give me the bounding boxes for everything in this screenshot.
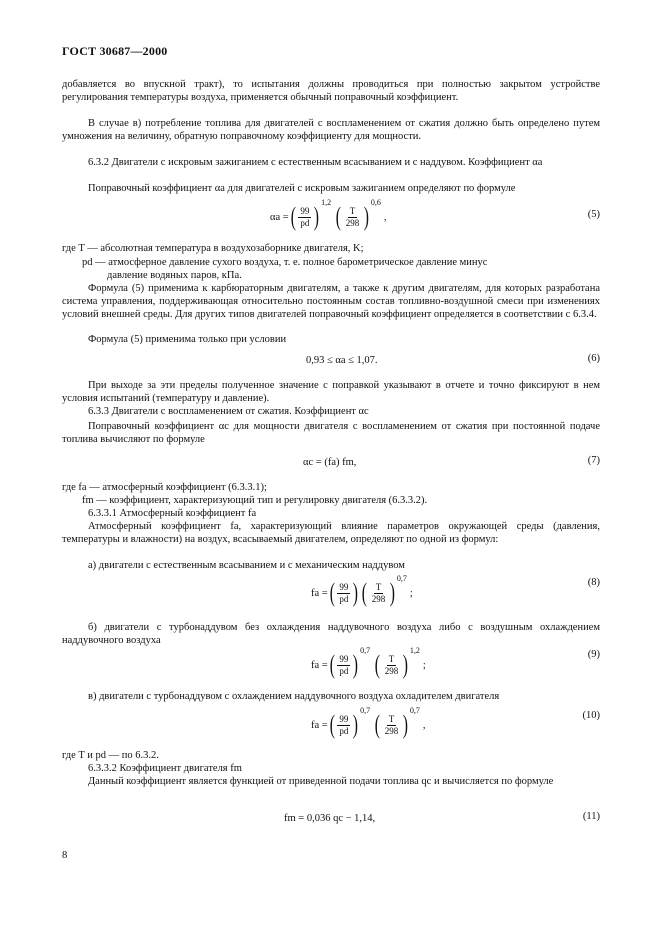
definition-pd: pd — атмосферное давление сухого воздуха, т. е. полное барометрическое давление минус: [82, 257, 488, 268]
formula-5-lhs: αa =: [270, 211, 289, 223]
item-a: а) двигатели с естественным всасыванием и с механическим наддувом: [88, 560, 405, 571]
formula-9-number: (9): [587, 649, 600, 660]
item-c: в) двигатели с турбонаддувом с охлаждением наддувочного воздуха охладителем двигателя: [88, 691, 500, 702]
definition-fa: где fa — атмосферный коэффициент (6.3.3.1);: [62, 482, 267, 493]
paragraph-formula-5-condition: Формула (5) применима только при условии: [88, 334, 287, 345]
formula-9-lhs: fa =: [311, 659, 328, 671]
document-code: ГОСТ 30687—2000: [62, 44, 168, 58]
paragraph-alpha-c-intro: Поправочный коэффициент αc для мощности двигателя с воспламенением от сжатия при постоянной подаче топлива вычисляют по формуле: [62, 421, 600, 445]
paragraph-intake-tract: добавляется во впускной тракт), то испытания должны проводиться при полностью закрытом устройстве регулирования температуры воздуха, применяется обычный поправочный коэффициент.: [62, 79, 600, 103]
formula-6-number: (6): [587, 353, 600, 364]
section-6-3-3-title: 6.3.3 Двигатели с воспламенением от сжатия. Коэффициент αc: [88, 406, 369, 417]
paragraph-formula-5-scope: Формула (5) применима к карбюраторным двигателям, а также к другим двигателям, для которых разработана система управления, поддерживающая относительно постоянным состав топливно-воздушной смеси при изменениях условий внешней среды. Для других типов двигателей поправочный коэффициент определяется в соответствии с 6.3.4.: [62, 283, 600, 320]
paragraph-alpha-a-intro: Поправочный коэффициент αa для двигателей с искровым зажиганием определяют по формуле: [88, 183, 516, 194]
formula-11: fm = 0,036 qc − 1,14, (11): [284, 811, 600, 824]
paragraph-case-c: В случае в) потребление топлива для двигателей с воспламенением от сжатия должно быть определено путем умножения на величину, обратную поправочному коэффициенту для мощности.: [62, 118, 600, 142]
formula-7-number: (7): [587, 455, 600, 466]
section-6-3-3-2-title: 6.3.3.2 Коэффициент двигателя fm: [88, 763, 242, 774]
definition-T-pd-ref: где T и pd — по 6.3.2.: [62, 750, 159, 761]
formula-5: αa = ( $\frac{99}{pd}$ ) 1,2 ( $\frac{T}{298}$ ) 0,6 , (5): [270, 198, 600, 231]
item-b: б) двигатели с турбонаддувом без охлаждения наддувочного воздуха либо с воздушным охлаждением наддувочного воздуха: [62, 622, 600, 646]
formula-5-number: (5): [587, 209, 600, 220]
formula-8-lhs: fa =: [311, 587, 328, 599]
formula-11-number: (11): [582, 811, 600, 822]
formula-7: αc = (fa) fm, (7): [303, 455, 600, 468]
formula-10: fa = ( $\frac{99}{pd}$ ) 0,7 ( $\frac{T}{298}$ ) 0,7 , (10): [311, 706, 600, 739]
definition-fm: fm — коэффициент, характеризующий тип и регулировку двигателя (6.3.3.2).: [82, 495, 428, 506]
formula-8: fa = ( $\frac{99}{pd}$ ) ( $\frac{T}{298}$ ) 0,7 ; (8): [311, 574, 600, 607]
paragraph-fa-intro: Атмосферный коэффициент fa, характеризующий влияние параметров окружающей среды (давления, температуры и влажности) на воздух, всасываемый двигателем, определяют по одной из формул:: [62, 521, 600, 545]
section-6-3-3-1-title: 6.3.3.1 Атмосферный коэффициент fa: [88, 508, 257, 519]
formula-8-number: (8): [587, 577, 600, 588]
section-6-3-2-title: 6.3.2 Двигатели с искровым зажиганием с естественным всасыванием и с наддувом. Коэффициент αa: [88, 157, 543, 168]
definition-pd-cont: давление водяных паров, кПа.: [107, 270, 242, 281]
formula-9: fa = ( $\frac{99}{pd}$ ) 0,7 ( $\frac{T}{298}$ ) 1,2 ; (9): [311, 646, 600, 679]
formula-10-number: (10): [582, 710, 600, 721]
paragraph-fm-intro: Данный коэффициент является функцией от приведенной подачи топлива qc и вычисляется по формуле: [88, 776, 554, 787]
definition-T: где T — абсолютная температура в воздухозаборнике двигателя, K;: [62, 243, 364, 254]
paragraph-out-of-range: При выходе за эти пределы полученное значение с поправкой указывают в отчете и точно фиксируют в нем условия испытаний (температуру и давление).: [62, 380, 600, 404]
page-number: 8: [62, 850, 68, 861]
formula-6: 0,93 ≤ αa ≤ 1,07. (6): [306, 353, 600, 366]
formula-10-lhs: fa =: [311, 719, 328, 731]
